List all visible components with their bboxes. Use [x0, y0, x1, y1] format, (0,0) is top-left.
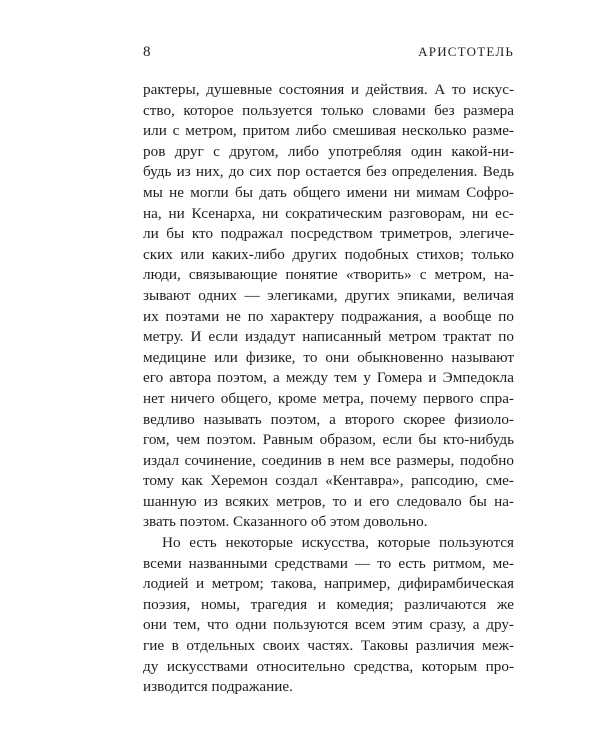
text-line: нет ничего общего, кроме метра, почему первого спра- [143, 389, 514, 407]
text-line: ли бы кто подражал посредством триметров, элегиче- [143, 225, 514, 243]
text-line: шанную из всяких метров, то и его следовало бы на- [143, 492, 514, 510]
text-line: на, ни Ксенарха, ни сократическим разговорам, ни ес- [143, 204, 514, 222]
running-head [143, 44, 514, 64]
text-line: Но есть некоторые искусства, которые пользуются [162, 534, 514, 552]
text-line: ду искусствами относительно средства, которым про- [143, 657, 514, 675]
body-text [143, 80, 514, 698]
text-line: звать поэтом. Сказанного об этом довольно. [143, 513, 428, 531]
text-line: тому как Херемон создал «Кентавра», рапсодию, сме- [143, 472, 514, 490]
text-line: ских или каких-либо других подобных стихов; только [143, 245, 514, 263]
page-number: 8 [143, 44, 151, 60]
text-line: люди, связывающие понятие «творить» с метром, на- [143, 266, 514, 284]
text-line: ство, которое пользуется только словами без размера [143, 101, 514, 119]
text-line: метру. И если издадут написанный метром трактат по [143, 328, 514, 346]
text-line: они тем, что одни пользуются всем этим сразу, а дру- [143, 616, 514, 634]
text-line: будь из них, до сих пор остается без определения. Ведь [143, 163, 514, 181]
text-line: изводится подражание. [143, 678, 293, 696]
text-line: гом, чем поэтом. Равным образом, если бы кто-нибудь [143, 431, 514, 449]
text-line: гие в отдельных своих частях. Таковы различия меж- [143, 637, 514, 655]
paragraph [143, 80, 514, 533]
text-line: или с метром, притом либо смешивая несколько разме- [143, 122, 514, 140]
text-line: его автора поэтом, а между тем у Гомера и Эмпедокла [143, 369, 514, 387]
text-line: ров друг с другом, либо употребляя один какой-ни- [143, 142, 514, 160]
text-line: медицине или физике, то они обыкновенно называют [143, 348, 514, 366]
running-title: АРИСТОТЕЛЬ [418, 44, 514, 59]
text-line: ведливо называть поэтом, а второго скорее физиоло- [143, 410, 514, 428]
text-line: поэзия, номы, трагедия и комедия; различаются же [143, 595, 514, 613]
text-line: издал сочинение, соединив в нем все размеры, подобно [143, 451, 514, 469]
paragraph [143, 533, 514, 698]
text-line: всеми названными средствами — то есть ритмом, ме- [143, 554, 514, 572]
text-line: мы не могли бы дать общего имени ни мимам Софро- [143, 183, 514, 201]
text-line: зывают одних — элегиками, других эпиками, величая [143, 286, 514, 304]
text-line: лодией и метром; такова, например, дифирамбическая [143, 575, 514, 593]
text-line: их поэтами не по характеру подражания, а вообще по [143, 307, 514, 325]
text-line: рактеры, душевные состояния и действия. А то искус- [143, 81, 514, 98]
